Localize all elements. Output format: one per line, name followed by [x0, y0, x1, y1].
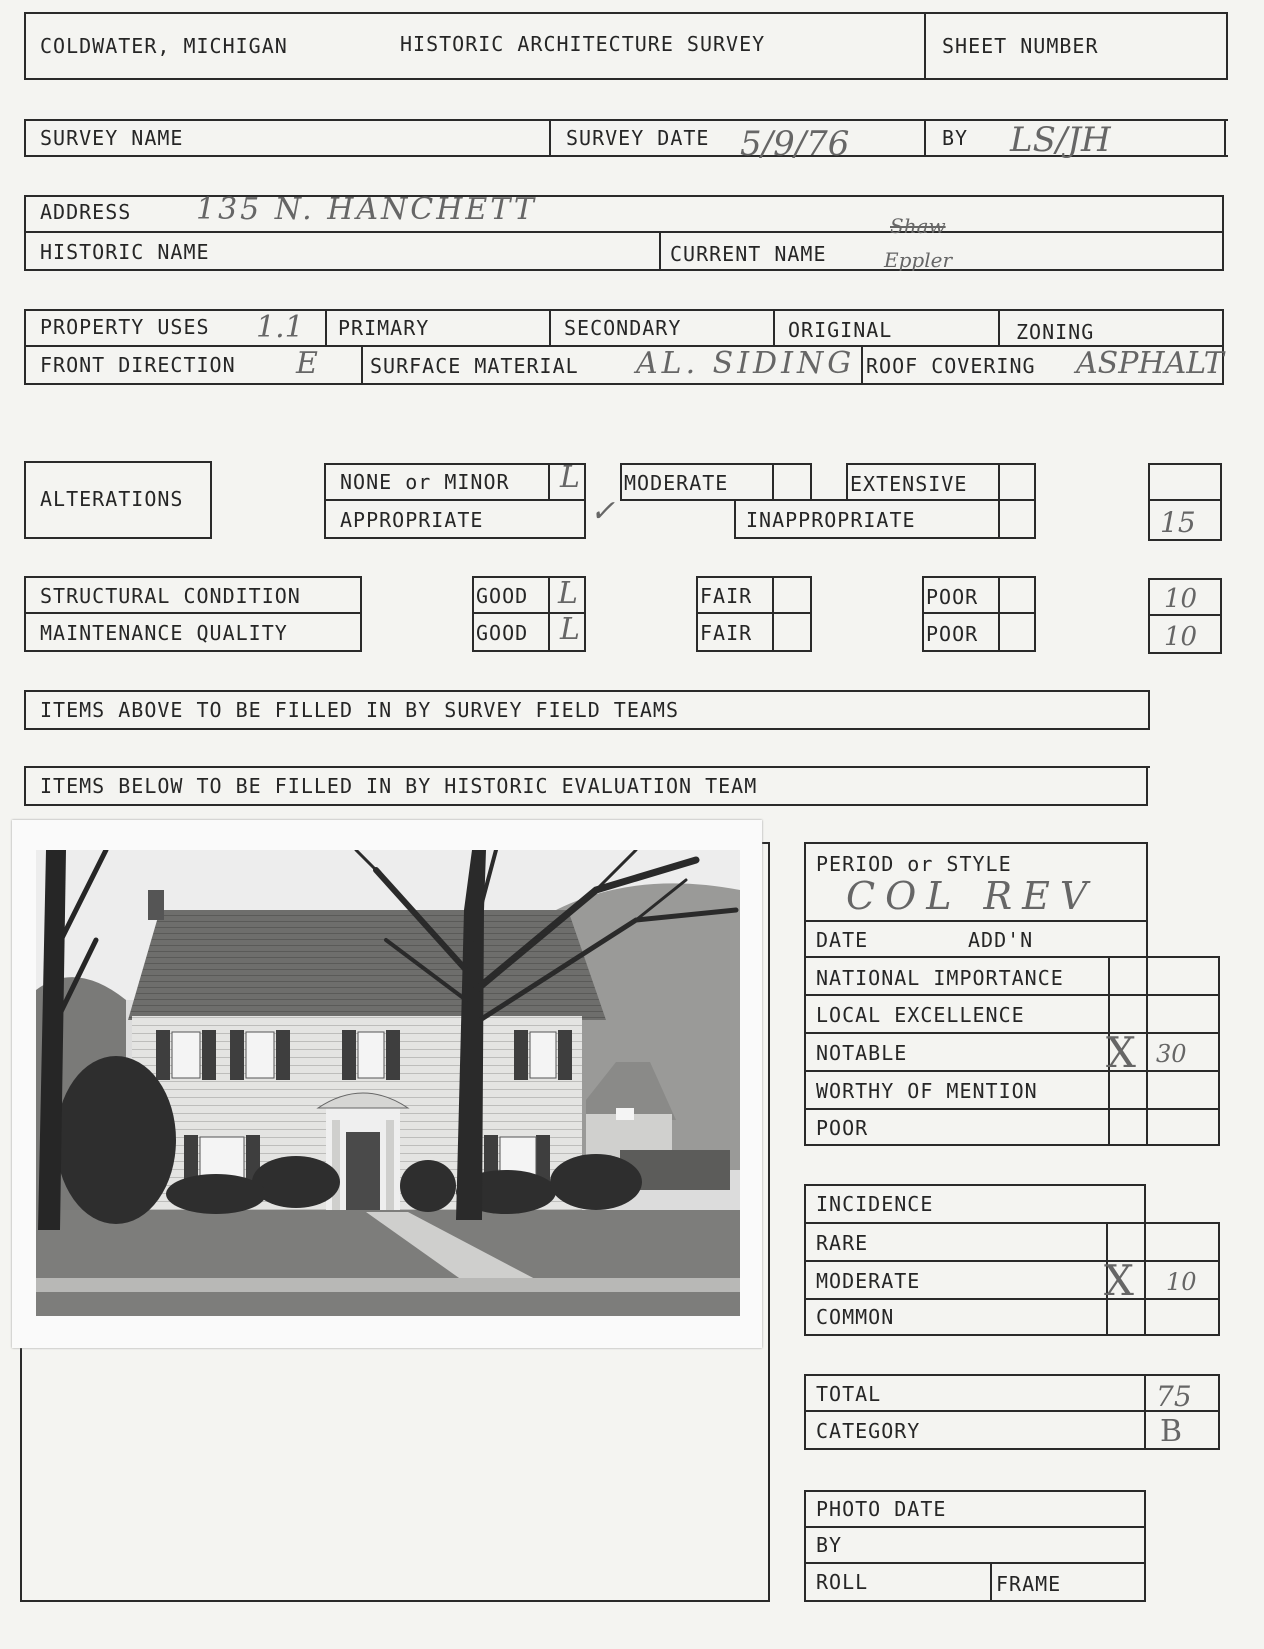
poor-label-structural: POOR: [926, 585, 979, 609]
photo-info-line-2: [804, 1562, 1146, 1564]
header-title: HISTORIC ARCHITECTURE SURVEY: [400, 32, 766, 56]
condition-label-hline: [24, 612, 362, 614]
notable-mark: X: [1106, 1028, 1136, 1077]
roof-divider: [861, 345, 863, 385]
roof-covering-label: ROOF COVERING: [866, 354, 1036, 378]
incidence-moderate-label: MODERATE: [816, 1269, 921, 1293]
category-value: B: [1160, 1414, 1183, 1449]
poor-label-maintenance: POOR: [926, 622, 979, 646]
maintenance-good-mark: L: [560, 612, 580, 647]
zoning-divider: [998, 309, 1000, 347]
fair-check-col: [772, 576, 774, 652]
survey-by-value: LS/JH: [1010, 120, 1111, 160]
incidence-moderate-score: 10: [1166, 1268, 1197, 1296]
roll-label: ROLL: [816, 1570, 869, 1594]
total-value: 75: [1156, 1380, 1192, 1413]
survey-date-value: 5/9/76: [740, 124, 850, 164]
local-excellence-label: LOCAL EXCELLENCE: [816, 1003, 1025, 1027]
date-label: DATE: [816, 928, 869, 952]
photo-card: [12, 820, 762, 1348]
common-label: COMMON: [816, 1305, 895, 1329]
category-label: CATEGORY: [816, 1419, 921, 1443]
fair-hline: [696, 612, 812, 614]
current-name-divider: [659, 231, 661, 271]
roof-covering-value: ASPHALT: [1076, 346, 1224, 381]
moderate-check-col: [772, 463, 774, 501]
appropriate-label: APPROPRIATE: [340, 508, 484, 532]
surface-divider: [361, 345, 363, 385]
front-direction-label: FRONT DIRECTION: [40, 353, 236, 377]
inappropriate-label: INAPPROPRIATE: [746, 508, 916, 532]
primary-divider: [325, 309, 327, 347]
alterations-score-hline: [1148, 499, 1222, 501]
good-label-structural: GOOD: [476, 584, 529, 608]
structural-good-mark: L: [558, 576, 578, 611]
address-divider: [24, 231, 1224, 233]
incidence-line-4: [1106, 1334, 1220, 1336]
incidence-score-col-right: [1218, 1222, 1220, 1336]
items-below-bottom: [24, 804, 1148, 806]
header-location: COLDWATER, MICHIGAN: [40, 34, 288, 58]
header-divider: [924, 12, 926, 80]
alterations-score: 15: [1160, 506, 1196, 539]
current-name-value-2: Eppler: [884, 248, 952, 272]
structural-condition-label: STRUCTURAL CONDITION: [40, 584, 301, 608]
extensive-label: EXTENSIVE: [850, 472, 968, 496]
none-minor-hline: [324, 499, 586, 501]
national-importance-label: NATIONAL IMPORTANCE: [816, 966, 1064, 990]
appropriate-mark: ✓: [590, 494, 616, 529]
moderate-label: MODERATE: [624, 471, 729, 495]
survey-divider-1: [549, 119, 551, 157]
extensive-check-col: [998, 463, 1000, 501]
structural-score: 10: [1164, 584, 1198, 614]
eval-score-col-right: [1218, 956, 1220, 1146]
survey-name-label: SURVEY NAME: [40, 126, 184, 150]
secondary-label: SECONDARY: [564, 316, 682, 340]
items-below-note: ITEMS BELOW TO BE FILLED IN BY HISTORIC EVALUATION TEAM: [40, 774, 758, 798]
property-uses-value: 1.1: [256, 310, 304, 345]
none-minor-check-col: [548, 463, 550, 501]
zoning-label: ZONING: [1016, 320, 1095, 344]
incidence-moderate-mark: X: [1104, 1256, 1134, 1305]
period-style-value: COL REV: [846, 874, 1098, 918]
condition-score-hline: [1148, 614, 1222, 616]
current-name-label: CURRENT NAME: [670, 242, 827, 266]
survey-divider-2: [924, 119, 926, 157]
sheet-number-label: SHEET NUMBER: [942, 34, 1099, 58]
addn-label: ADD'N: [968, 928, 1034, 952]
primary-label: PRIMARY: [338, 316, 430, 340]
photo-info-line-1: [804, 1526, 1146, 1528]
eval-line-7: [1108, 1144, 1220, 1146]
items-above-note: ITEMS ABOVE TO BE FILLED IN BY SURVEY FIELD TEAMS: [40, 698, 680, 722]
worthy-of-mention-label: WORTHY OF MENTION: [816, 1079, 1038, 1103]
period-style-label: PERIOD or STYLE: [816, 852, 1012, 876]
fair-label-structural: FAIR: [700, 584, 753, 608]
surface-material-label: SURFACE MATERIAL: [370, 354, 579, 378]
photo-date-label: PHOTO DATE: [816, 1497, 947, 1521]
house-photo: [36, 850, 740, 1316]
incidence-line-2: [804, 1260, 1220, 1262]
surface-material-value: AL. SIDING: [636, 346, 856, 381]
notable-score: 30: [1156, 1040, 1187, 1068]
none-minor-label: NONE or MINOR: [340, 470, 510, 494]
incidence-label: INCIDENCE: [816, 1192, 934, 1216]
fair-label-maintenance: FAIR: [700, 621, 753, 645]
inappropriate-check-col: [998, 499, 1000, 539]
original-label: ORIGINAL: [788, 318, 893, 342]
total-label: TOTAL: [816, 1382, 882, 1406]
photo-by-label: BY: [816, 1533, 843, 1557]
address-label: ADDRESS: [40, 200, 132, 224]
frame-label: FRAME: [996, 1572, 1062, 1596]
secondary-divider: [549, 309, 551, 347]
maintenance-score: 10: [1164, 622, 1198, 652]
eval-poor-label: POOR: [816, 1116, 869, 1140]
alterations-label: ALTERATIONS: [40, 487, 184, 511]
photo-info-col: [990, 1562, 992, 1602]
original-divider: [773, 309, 775, 347]
current-name-value-1: Shaw: [890, 214, 946, 238]
none-minor-mark: L: [560, 460, 580, 495]
survey-row-end: [1224, 121, 1226, 157]
incidence-line-1: [804, 1222, 1220, 1224]
totals-col: [1144, 1374, 1146, 1450]
property-divider: [24, 345, 1224, 347]
good-check-col: [548, 576, 550, 652]
survey-date-label: SURVEY DATE: [566, 126, 710, 150]
front-direction-value: E: [296, 346, 318, 381]
poor-hline: [922, 612, 1036, 614]
incidence-line-3: [804, 1298, 1220, 1300]
property-uses-label: PROPERTY USES: [40, 315, 210, 339]
notable-label: NOTABLE: [816, 1041, 908, 1065]
poor-check-col: [998, 576, 1000, 652]
survey-by-label: BY: [942, 126, 969, 150]
historic-name-label: HISTORIC NAME: [40, 240, 210, 264]
appropriate-check-col: [584, 501, 586, 539]
eval-line-4: [804, 1032, 1220, 1034]
good-label-maintenance: GOOD: [476, 621, 529, 645]
items-below-end: [1146, 766, 1148, 806]
rare-label: RARE: [816, 1231, 869, 1255]
eval-line-2: [804, 956, 1220, 958]
address-value: 135 N. HANCHETT: [196, 192, 537, 227]
eval-line-3: [804, 994, 1220, 996]
eval-line-1: [804, 920, 1148, 922]
eval-line-6: [804, 1108, 1220, 1110]
eval-line-5: [804, 1070, 1220, 1072]
maintenance-quality-label: MAINTENANCE QUALITY: [40, 621, 288, 645]
